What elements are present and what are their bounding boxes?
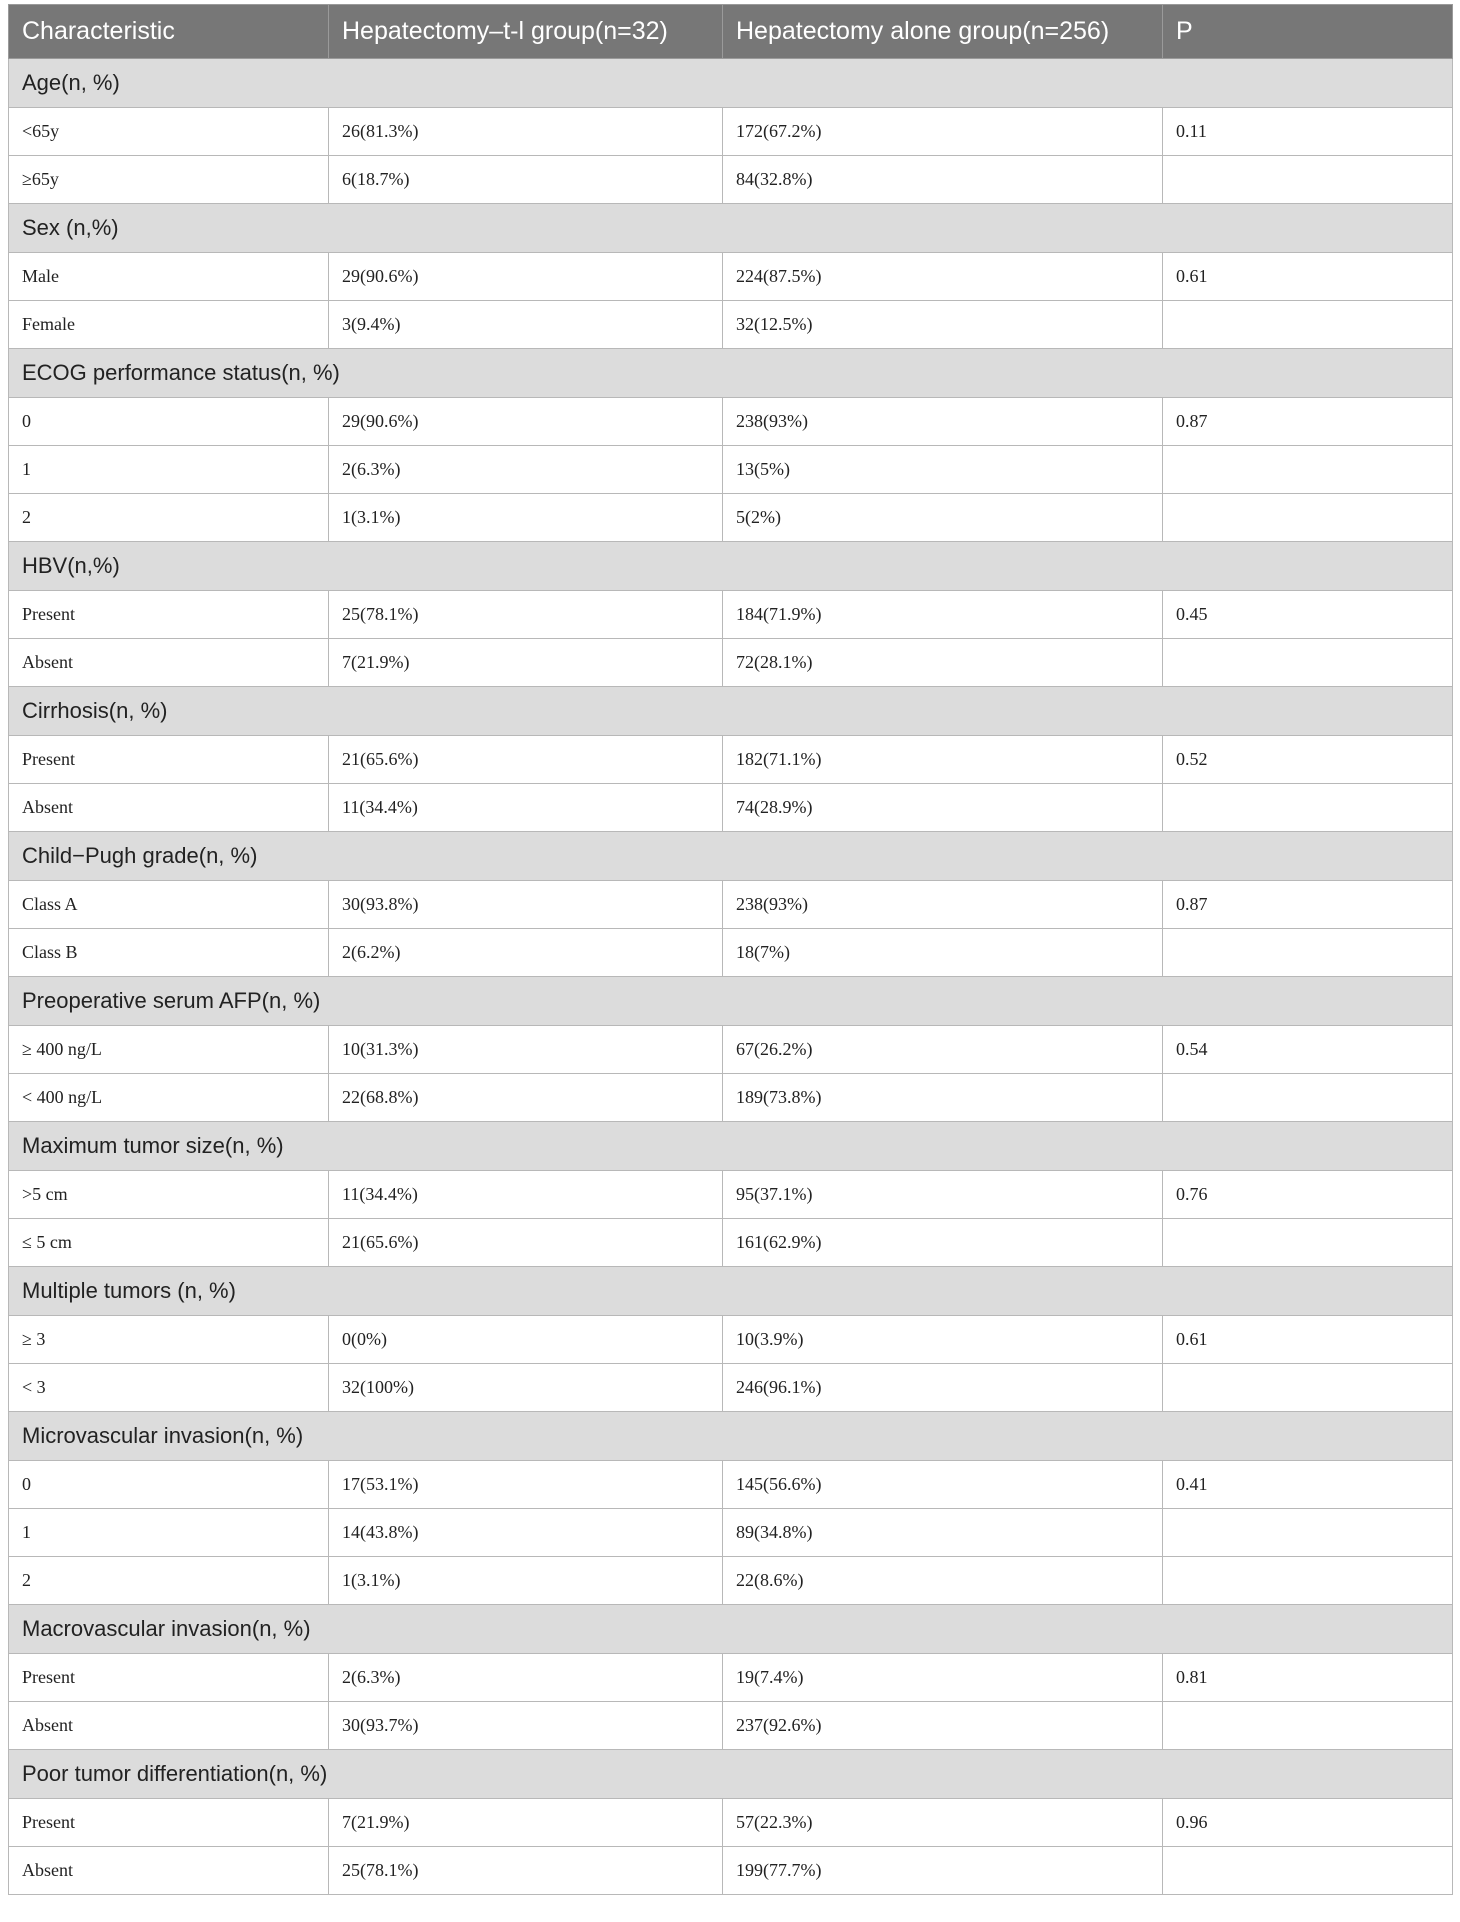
header-characteristic: Characteristic xyxy=(9,5,329,59)
cell-characteristic: Absent xyxy=(9,1847,329,1895)
cell-characteristic: Class B xyxy=(9,929,329,977)
cell-p-value xyxy=(1163,1219,1453,1267)
table-row xyxy=(9,1557,1453,1605)
section-row xyxy=(9,687,1453,736)
cell-characteristic: 0 xyxy=(9,398,329,446)
section-title: Poor tumor differentiation(n, %) xyxy=(9,1750,1453,1799)
cell-alone-group: 246(96.1%) xyxy=(723,1364,1163,1412)
cell-p-value: 0.87 xyxy=(1163,881,1453,929)
table-body xyxy=(9,59,1453,1895)
cell-characteristic: Male xyxy=(9,253,329,301)
cell-alone-group: 95(37.1%) xyxy=(723,1171,1163,1219)
table-row xyxy=(9,494,1453,542)
cell-tl-group: 0(0%) xyxy=(329,1316,723,1364)
cell-tl-group: 30(93.7%) xyxy=(329,1702,723,1750)
cell-alone-group: 19(7.4%) xyxy=(723,1654,1163,1702)
table-row xyxy=(9,929,1453,977)
cell-alone-group: 13(5%) xyxy=(723,446,1163,494)
cell-alone-group: 67(26.2%) xyxy=(723,1026,1163,1074)
cell-tl-group: 17(53.1%) xyxy=(329,1461,723,1509)
cell-tl-group: 25(78.1%) xyxy=(329,591,723,639)
table-row xyxy=(9,1219,1453,1267)
section-title: Multiple tumors (n, %) xyxy=(9,1267,1453,1316)
table-row xyxy=(9,736,1453,784)
table-row xyxy=(9,1026,1453,1074)
cell-p-value: 0.87 xyxy=(1163,398,1453,446)
cell-alone-group: 182(71.1%) xyxy=(723,736,1163,784)
cell-tl-group: 30(93.8%) xyxy=(329,881,723,929)
cell-alone-group: 5(2%) xyxy=(723,494,1163,542)
section-row xyxy=(9,1750,1453,1799)
cell-characteristic: ≥ 400 ng/L xyxy=(9,1026,329,1074)
cell-characteristic: <65y xyxy=(9,108,329,156)
section-row xyxy=(9,977,1453,1026)
cell-characteristic: Absent xyxy=(9,784,329,832)
cell-alone-group: 32(12.5%) xyxy=(723,301,1163,349)
cell-characteristic: < 400 ng/L xyxy=(9,1074,329,1122)
cell-tl-group: 22(68.8%) xyxy=(329,1074,723,1122)
header-p-value: P xyxy=(1163,5,1453,59)
table-row xyxy=(9,1074,1453,1122)
section-title: Preoperative serum AFP(n, %) xyxy=(9,977,1453,1026)
section-title: Sex (n,%) xyxy=(9,204,1453,253)
cell-tl-group: 11(34.4%) xyxy=(329,1171,723,1219)
cell-tl-group: 25(78.1%) xyxy=(329,1847,723,1895)
cell-characteristic: Present xyxy=(9,736,329,784)
cell-tl-group: 6(18.7%) xyxy=(329,156,723,204)
section-title: HBV(n,%) xyxy=(9,542,1453,591)
table-row xyxy=(9,639,1453,687)
cell-p-value: 0.45 xyxy=(1163,591,1453,639)
table-row xyxy=(9,253,1453,301)
cell-tl-group: 7(21.9%) xyxy=(329,1799,723,1847)
table-row xyxy=(9,1461,1453,1509)
cell-tl-group: 26(81.3%) xyxy=(329,108,723,156)
table-row xyxy=(9,1702,1453,1750)
cell-p-value xyxy=(1163,156,1453,204)
cell-characteristic: Present xyxy=(9,591,329,639)
cell-tl-group: 1(3.1%) xyxy=(329,494,723,542)
cell-p-value xyxy=(1163,1509,1453,1557)
cell-characteristic: < 3 xyxy=(9,1364,329,1412)
cell-characteristic: 1 xyxy=(9,446,329,494)
table-row xyxy=(9,301,1453,349)
cell-alone-group: 89(34.8%) xyxy=(723,1509,1163,1557)
cell-tl-group: 14(43.8%) xyxy=(329,1509,723,1557)
cell-characteristic: Female xyxy=(9,301,329,349)
cell-tl-group: 2(6.3%) xyxy=(329,446,723,494)
section-row xyxy=(9,1267,1453,1316)
cell-tl-group: 29(90.6%) xyxy=(329,253,723,301)
cell-alone-group: 237(92.6%) xyxy=(723,1702,1163,1750)
cell-alone-group: 161(62.9%) xyxy=(723,1219,1163,1267)
cell-tl-group: 21(65.6%) xyxy=(329,736,723,784)
table-row xyxy=(9,446,1453,494)
cell-tl-group: 29(90.6%) xyxy=(329,398,723,446)
section-row xyxy=(9,349,1453,398)
cell-characteristic: 2 xyxy=(9,494,329,542)
cell-tl-group: 21(65.6%) xyxy=(329,1219,723,1267)
cell-characteristic: ≥ 3 xyxy=(9,1316,329,1364)
cell-p-value xyxy=(1163,1557,1453,1605)
cell-tl-group: 32(100%) xyxy=(329,1364,723,1412)
cell-p-value: 0.11 xyxy=(1163,108,1453,156)
cell-tl-group: 10(31.3%) xyxy=(329,1026,723,1074)
section-title: Child−Pugh grade(n, %) xyxy=(9,832,1453,881)
cell-tl-group: 3(9.4%) xyxy=(329,301,723,349)
cell-alone-group: 189(73.8%) xyxy=(723,1074,1163,1122)
table-row xyxy=(9,784,1453,832)
table-header xyxy=(9,5,1453,59)
cell-alone-group: 22(8.6%) xyxy=(723,1557,1163,1605)
table-row xyxy=(9,1509,1453,1557)
cell-p-value: 0.52 xyxy=(1163,736,1453,784)
cell-p-value xyxy=(1163,494,1453,542)
cell-alone-group: 72(28.1%) xyxy=(723,639,1163,687)
cell-tl-group: 2(6.3%) xyxy=(329,1654,723,1702)
header-alone-group: Hepatectomy alone group(n=256) xyxy=(723,5,1163,59)
section-row xyxy=(9,59,1453,108)
cell-alone-group: 84(32.8%) xyxy=(723,156,1163,204)
cell-characteristic: Present xyxy=(9,1654,329,1702)
cell-characteristic: 0 xyxy=(9,1461,329,1509)
table-row xyxy=(9,1799,1453,1847)
cell-tl-group: 2(6.2%) xyxy=(329,929,723,977)
section-row xyxy=(9,542,1453,591)
cell-p-value: 0.96 xyxy=(1163,1799,1453,1847)
cell-p-value xyxy=(1163,1847,1453,1895)
table-row xyxy=(9,1654,1453,1702)
cell-p-value: 0.61 xyxy=(1163,1316,1453,1364)
section-title: Age(n, %) xyxy=(9,59,1453,108)
table-row xyxy=(9,591,1453,639)
cell-characteristic: Absent xyxy=(9,1702,329,1750)
section-row xyxy=(9,1605,1453,1654)
cell-p-value: 0.76 xyxy=(1163,1171,1453,1219)
cell-characteristic: 1 xyxy=(9,1509,329,1557)
section-title: ECOG performance status(n, %) xyxy=(9,349,1453,398)
cell-alone-group: 184(71.9%) xyxy=(723,591,1163,639)
cell-p-value: 0.54 xyxy=(1163,1026,1453,1074)
cell-p-value xyxy=(1163,1364,1453,1412)
cell-p-value xyxy=(1163,639,1453,687)
cell-p-value: 0.81 xyxy=(1163,1654,1453,1702)
cell-characteristic: >5 cm xyxy=(9,1171,329,1219)
cell-p-value: 0.41 xyxy=(1163,1461,1453,1509)
cell-characteristic: Class A xyxy=(9,881,329,929)
cell-alone-group: 224(87.5%) xyxy=(723,253,1163,301)
cell-p-value xyxy=(1163,929,1453,977)
cell-alone-group: 18(7%) xyxy=(723,929,1163,977)
table-row xyxy=(9,881,1453,929)
cell-alone-group: 10(3.9%) xyxy=(723,1316,1163,1364)
cell-alone-group: 172(67.2%) xyxy=(723,108,1163,156)
cell-characteristic: ≤ 5 cm xyxy=(9,1219,329,1267)
cell-p-value xyxy=(1163,784,1453,832)
table-row xyxy=(9,156,1453,204)
cell-alone-group: 74(28.9%) xyxy=(723,784,1163,832)
table-row xyxy=(9,1171,1453,1219)
cell-alone-group: 57(22.3%) xyxy=(723,1799,1163,1847)
cell-characteristic: Present xyxy=(9,1799,329,1847)
header-tl-group: Hepatectomy–t-l group(n=32) xyxy=(329,5,723,59)
cell-p-value xyxy=(1163,1702,1453,1750)
table-row xyxy=(9,1316,1453,1364)
section-row xyxy=(9,832,1453,881)
cell-tl-group: 1(3.1%) xyxy=(329,1557,723,1605)
cell-alone-group: 238(93%) xyxy=(723,881,1163,929)
characteristics-table xyxy=(8,4,1453,1895)
section-title: Maximum tumor size(n, %) xyxy=(9,1122,1453,1171)
cell-characteristic: 2 xyxy=(9,1557,329,1605)
cell-tl-group: 11(34.4%) xyxy=(329,784,723,832)
table-row xyxy=(9,1847,1453,1895)
cell-tl-group: 7(21.9%) xyxy=(329,639,723,687)
cell-alone-group: 199(77.7%) xyxy=(723,1847,1163,1895)
cell-p-value xyxy=(1163,1074,1453,1122)
table-row xyxy=(9,1364,1453,1412)
table-row xyxy=(9,108,1453,156)
section-title: Cirrhosis(n, %) xyxy=(9,687,1453,736)
cell-p-value xyxy=(1163,301,1453,349)
section-row xyxy=(9,1122,1453,1171)
header-row xyxy=(9,5,1453,59)
cell-alone-group: 238(93%) xyxy=(723,398,1163,446)
cell-p-value xyxy=(1163,446,1453,494)
section-title: Macrovascular invasion(n, %) xyxy=(9,1605,1453,1654)
cell-p-value: 0.61 xyxy=(1163,253,1453,301)
table-row xyxy=(9,398,1453,446)
section-title: Microvascular invasion(n, %) xyxy=(9,1412,1453,1461)
section-row xyxy=(9,204,1453,253)
cell-characteristic: Absent xyxy=(9,639,329,687)
section-row xyxy=(9,1412,1453,1461)
cell-alone-group: 145(56.6%) xyxy=(723,1461,1163,1509)
cell-characteristic: ≥65y xyxy=(9,156,329,204)
